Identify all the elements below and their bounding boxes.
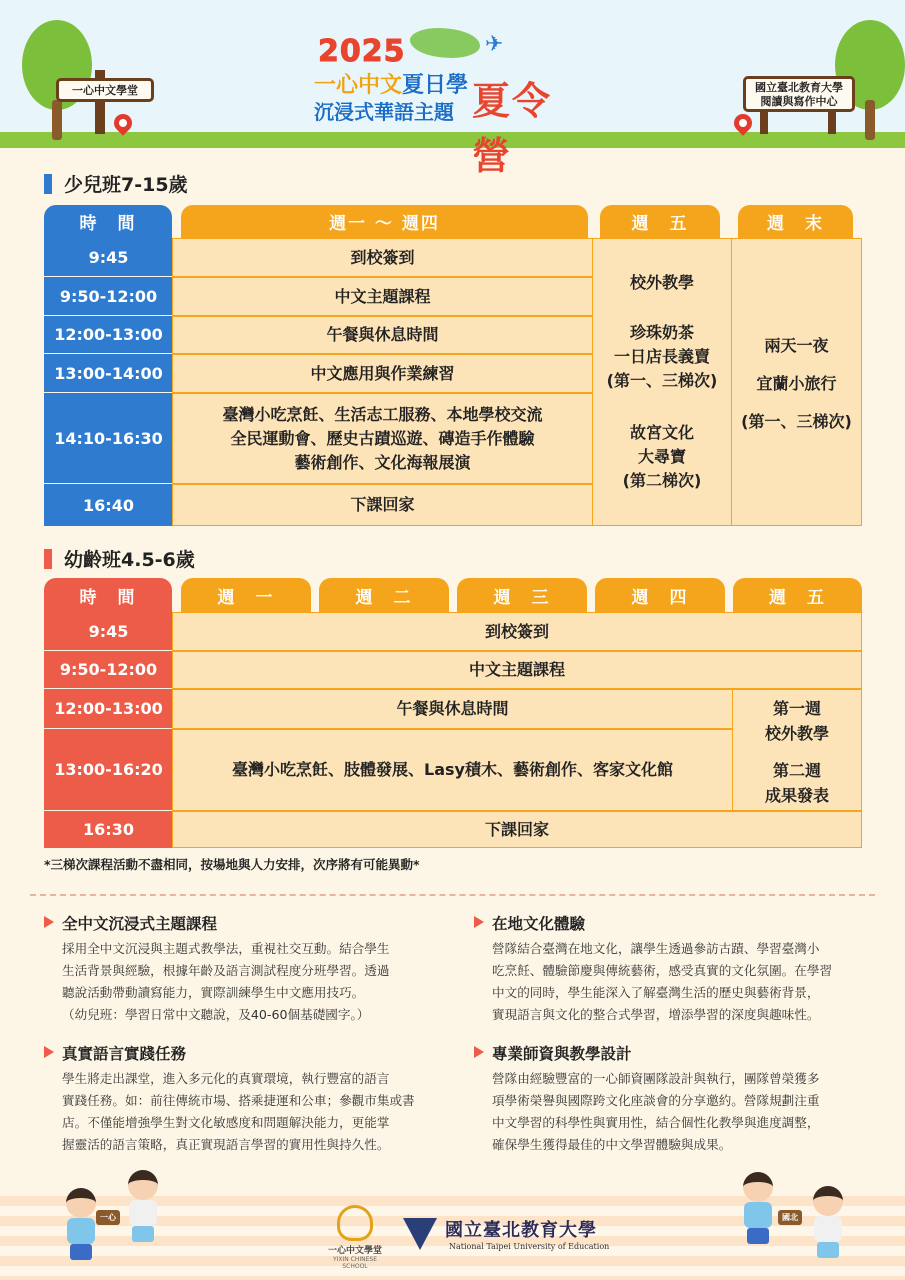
child-illustration-icon: [120, 1170, 170, 1260]
header-time: 時 間: [44, 578, 172, 612]
header-banner: [0, 0, 905, 178]
feature-practice: 真實語言實踐任務 學生將走出課堂，進入多元化的真實環境，執行豐富的語言 實踐任務。如：前往傳統市場、搭乘捷運和公車；參觀市集或書 店。不僅能增強學生對文化敏感度和問題解決能力，更能掌 握靈活的語言策略，真正實現語言學習的實用性與持久性。: [44, 1042, 444, 1156]
weekend-activities: 兩天一夜 宜蘭小旅行 (第一、三梯次): [731, 238, 862, 526]
airplane-icon: ✈: [485, 32, 504, 57]
triangle-bullet-icon: [44, 1046, 54, 1058]
activity-cell: 午餐與休息時間: [172, 689, 733, 729]
header-wed: 週 三: [457, 578, 587, 612]
time-cell: 9:45: [44, 612, 173, 651]
grass-strip: [0, 132, 905, 148]
time-cell: 12:00-13:00: [44, 689, 173, 729]
divider: [30, 894, 875, 896]
friday-activities: 第一週 校外教學 第二週 成果發表: [732, 689, 862, 811]
activity-cell: 到校簽到: [172, 612, 862, 651]
header-mon-thu: 週一 ～ 週四: [181, 205, 588, 238]
sign-flag: 國北: [778, 1210, 802, 1225]
time-cell: 12:00-13:00: [44, 316, 173, 354]
time-cell: 14:10-16:30: [44, 393, 173, 484]
time-cell: 9:50-12:00: [44, 277, 173, 316]
schedule-note: *三梯次課程活動不盡相同，按場地與人力安排，次序將有可能異動*: [44, 857, 420, 872]
time-cell: 13:00-16:20: [44, 729, 173, 811]
triangle-bullet-icon: [474, 1046, 484, 1058]
activity-cell: 中文應用與作業練習: [172, 354, 593, 393]
header-mon: 週 一: [181, 578, 311, 612]
header-fri: 週 五: [600, 205, 720, 238]
feature-immersive: 全中文沉浸式主題課程 採用全中文沉浸與主題式教學法，重視社交互動。結合學生 生活背景與經驗，根據年齡及語言測試程度分班學習。透過 聽說活動帶動讀寫能力，實際訓練學生中文應用技巧。 （幼兒班：學習日常中文聽說，及40-60個基礎國字。）: [44, 912, 444, 1026]
yixin-logo: 一心中文學堂 YIXIN CHINESE SCHOOL: [325, 1205, 385, 1270]
time-cell: 16:40: [44, 484, 173, 526]
activity-cell: 中文主題課程: [172, 651, 862, 689]
time-cell: 9:50-12:00: [44, 651, 173, 689]
activity-cell: 中文主題課程: [172, 277, 593, 316]
sign-flag: 一心: [96, 1210, 120, 1225]
feature-culture: 在地文化體驗 營隊結合臺灣在地文化，讓學生透過參訪古蹟、學習臺灣小 吃烹飪、體驗節慶與傳統藝術，感受真實的文化氛圍。在學習 中文的同時，學生能深入了解臺灣生活的歷史與藝術背景， 實現語言與文化的整合式學習，增添學習的深度與趣味性。: [474, 912, 874, 1026]
right-signpost: 國立臺北教育大學 閱讀與寫作中心: [743, 76, 855, 112]
activity-cell: 到校簽到: [172, 238, 593, 277]
time-cell: 9:45: [44, 238, 173, 277]
section-title-kids: 幼齡班4.5-6歲: [44, 545, 195, 572]
camp-title: ✈ 2025 一心中文夏日學 沉浸式華語主題 夏令營: [300, 20, 590, 120]
time-cell: 13:00-14:00: [44, 354, 173, 393]
child-illustration-icon: [58, 1188, 108, 1268]
child-illustration-icon: [805, 1186, 855, 1266]
friday-activities: 校外教學 珍珠奶茶 一日店長義賣 (第一、三梯次) 故宮文化 大尋寶 (第二梯次): [592, 238, 732, 526]
time-cell: 16:30: [44, 811, 173, 848]
header-tue: 週 二: [319, 578, 449, 612]
taiwan-map-icon: [410, 28, 480, 58]
activity-cell: 臺灣小吃烹飪、生活志工服務、本地學校交流 全民運動會、歷史古蹟巡遊、磚造手作體驗 藝術創作、文化海報展演: [172, 393, 593, 484]
activity-cell: 午餐與休息時間: [172, 316, 593, 354]
feature-teachers: 專業師資與教學設計 營隊由經驗豐富的一心師資團隊設計與執行，團隊曾榮獲多 項學術榮譽與國際跨文化座談會的分享邀約。營隊規劃注重 中文學習的科學性與實用性，結合個性化教學與進度調整， 確保學生獲得最佳的中文學習體驗與成果。: [474, 1042, 874, 1156]
header-fri: 週 五: [733, 578, 862, 612]
triangle-bullet-icon: [474, 916, 484, 928]
activity-cell: 臺灣小吃烹飪、肢體發展、Lasy積木、藝術創作、客家文化館: [172, 729, 733, 811]
triangle-bullet-icon: [44, 916, 54, 928]
header-thu: 週 四: [595, 578, 725, 612]
header-weekend: 週 末: [738, 205, 853, 238]
activity-cell: 下課回家: [172, 484, 593, 526]
activity-cell: 下課回家: [172, 811, 862, 848]
heart-logo-icon: [337, 1205, 373, 1241]
header-time: 時 間: [44, 205, 172, 238]
section-title-junior: 少兒班7-15歲: [44, 170, 188, 197]
left-signpost: 一心中文學堂: [56, 78, 154, 102]
